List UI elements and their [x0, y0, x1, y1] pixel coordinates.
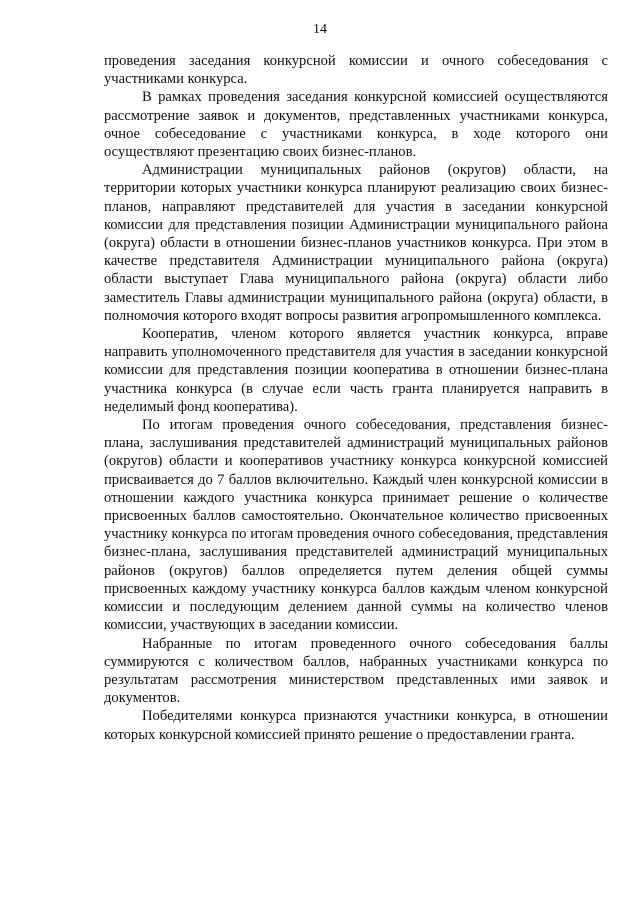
paragraph-commission-meeting: В рамках проведения заседания конкурсной комиссией осуществляются рассмотрение заявок и документов, представленных участниками конкурса, очное собеседование с участниками конкурса, в ходе которого они осуществляют презентацию своих бизнес-планов.: [104, 89, 608, 161]
document-body: [104, 52, 608, 744]
page-number: 14: [313, 22, 327, 37]
paragraph-cooperative: Кооператив, членом которого является участник конкурса, вправе направить уполномоченного представителя для участия в заседании конкурсной комиссии для представления позиции кооператива в отношении бизнес-плана участника конкурса (в случае если часть гранта планируется направить в неделимый фонд кооператива).: [104, 326, 608, 415]
paragraph-scoring: По итогам проведения очного собеседования, представления бизнес-плана, заслушивания представителей администраций муниципальных районов (округов) области и кооперативов участнику конкурса конкурсной комиссией присваивается до 7 баллов включительно. Каждый член конкурсной комиссии в отношении каждого участника конкурса принимает решение о количестве присвоенных баллов самостоятельно. Окончательное количество присвоенных участнику конкурса по итогам проведения очного собеседования, представления бизнес-плана, заслушивания представителей администраций муниципальных районов (округов) баллов определяется путем деления общей суммы присвоенных каждому участнику конкурса баллов каждым членом конкурсной комиссии и последующим делением данной суммы на количество членов комиссии, участвующих в заседании комиссии.: [104, 417, 608, 634]
paragraph-municipal-administrations: Администрации муниципальных районов (округов) области, на территории которых участники конкурса планируют реализацию своих бизнес-планов, направляют представителей для участия в заседании конкурсной комиссии для представления позиции Администрации муниципального района (округа) области в отношении бизнес-планов участников конкурса. При этом в качестве представителя Администрации муниципального района (округа) области выступает Глава муниципального района (округа) области либо заместитель Главы администрации муниципального района (округа) области, в полномочия которого входят вопросы развития агропромышленного комплекса.: [104, 162, 608, 324]
paragraph-points-summation: Набранные по итогам проведенного очного собеседования баллы суммируются с количеством баллов, набранных участниками конкурса по результатам рассмотрения министерством представленных ими заявок и документов.: [104, 635, 608, 707]
paragraph-continuation: проведения заседания конкурсной комиссии и очного собеседования с участниками конкурса.: [104, 53, 608, 88]
paragraph-winners: Победителями конкурса признаются участники конкурса, в отношении которых конкурсной комиссией принято решение о предоставлении гранта.: [104, 708, 608, 743]
